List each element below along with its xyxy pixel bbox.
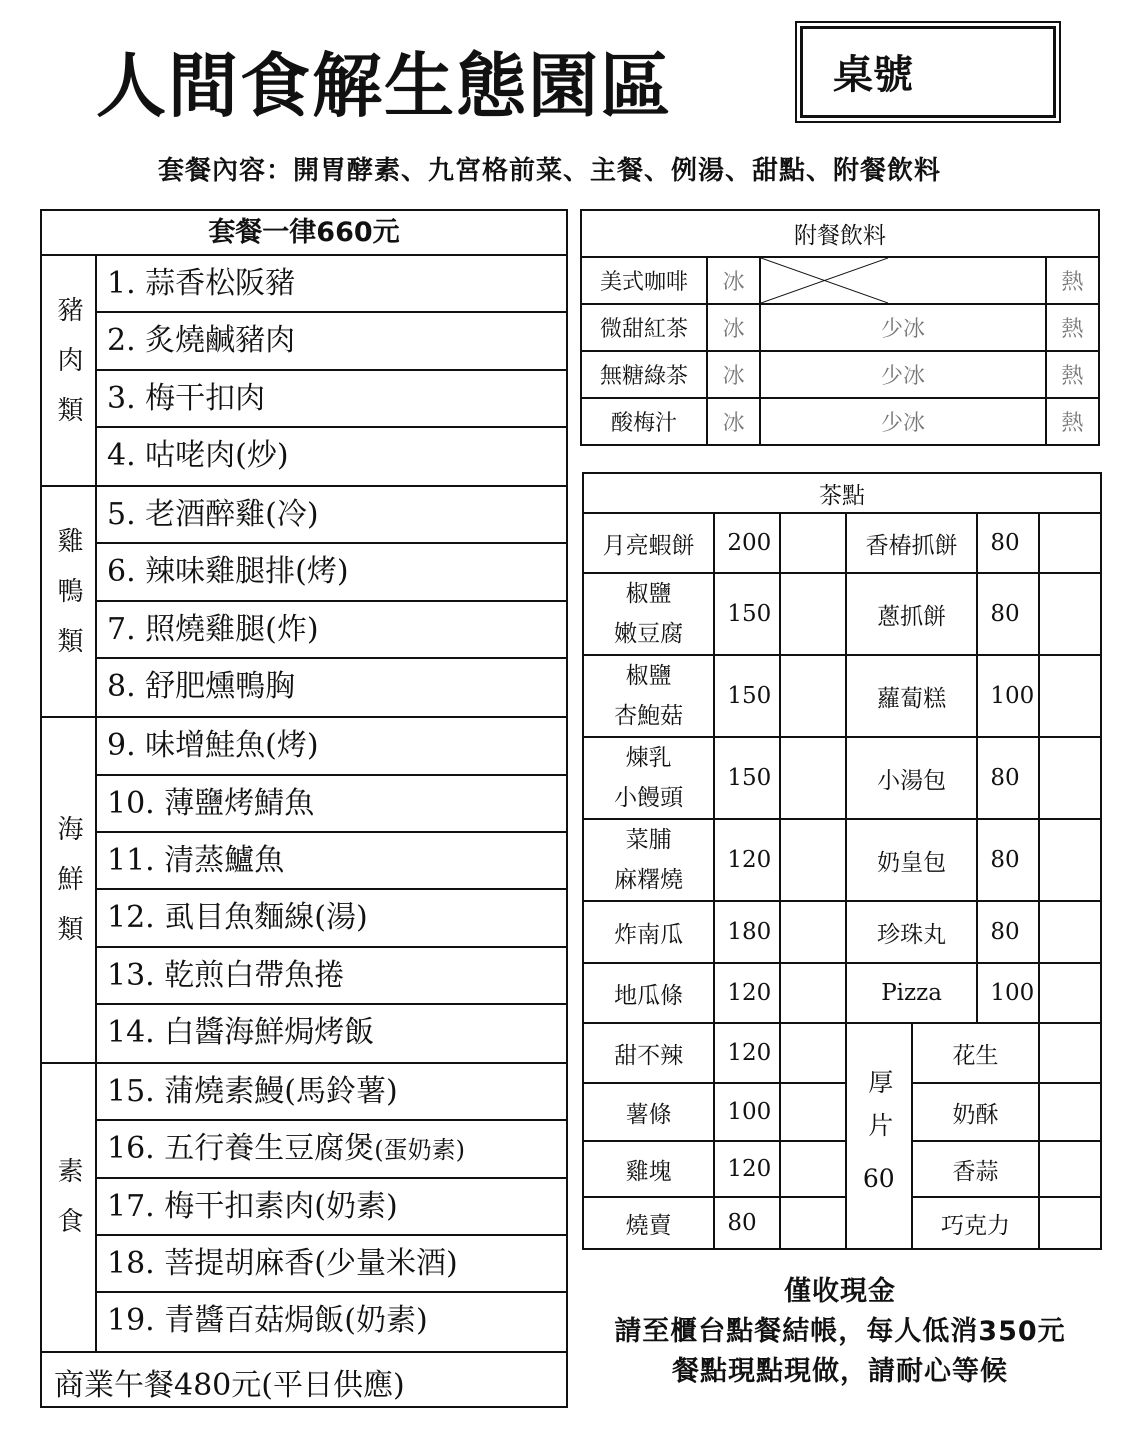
menu-item: 5. 老酒醉雞(冷) [97,487,566,544]
notes [580,1272,1100,1392]
toast-label: 厚片 60 [846,1023,912,1249]
desserts-header: 茶點 [583,473,1101,513]
menu-item: 8. 舒肥燻鴨胸 [107,669,296,705]
group-label: 雞鴨類 [42,487,97,716]
dessert-row: 菜脯 麻糬燒 120 奶皇包 80 [583,819,1101,901]
toast-flavor: 香蒜 [912,1141,1040,1197]
toast-flavor: 花生 [912,1023,1040,1083]
menu-item: 19. 青醬百菇焗飯(奶素) [107,1303,428,1339]
drinks-table [580,209,1100,446]
dessert-row: 椒鹽 嫩豆腐 150 蔥抓餅 80 [583,573,1101,655]
dessert-row: 炸南瓜 180 珍珠丸 80 [583,901,1101,963]
drinks-header: 附餐飲料 [581,210,1099,257]
restaurant-title: 人間食解生態園區 [96,45,672,127]
menu-item: 7. 照燒雞腿(炸) [97,602,566,659]
group-label: 素食 [42,1064,97,1350]
crossed-out-cell [760,257,1046,304]
set-contents: 套餐內容：開胃酵素、九宮格前菜、主餐、例湯、甜點、附餐飲料 [158,156,942,186]
menu-group-poultry [42,487,566,718]
dessert-row: 椒鹽 杏鮑菇 150 蘿蔔糕 100 [583,655,1101,737]
menu-item: 13. 乾煎白帶魚捲 [97,948,566,1005]
menu-item: 18. 菩提胡麻香(少量米酒) [97,1236,566,1293]
dessert-row: 薯條 100 奶酥 [583,1083,1101,1141]
menu-group-vegetarian [42,1064,566,1352]
dessert-row: 燒賣 80 巧克力 [583,1197,1101,1249]
dessert-row: 甜不辣 120 厚片 60 花生 [583,1023,1101,1083]
ordering-note: 請至櫃台點餐結帳，每人低消350元 [614,1316,1066,1347]
menu-item: 1. 蒜香松阪豬 [97,256,566,313]
menu-item: 9. 味增鮭魚(烤) [97,718,566,775]
group-label: 海鮮類 [42,718,97,1062]
set-meal-header: 套餐一律660元 [42,211,566,256]
toast-flavor: 奶酥 [912,1083,1040,1141]
menu-group-seafood [42,718,566,1064]
toast-flavor: 巧克力 [912,1197,1040,1249]
table-number-label: 桌號 [833,52,913,98]
group-label: 豬肉類 [42,256,97,485]
desserts-table [582,472,1102,1250]
drink-row: 酸梅汁 冰 少冰 熱 [581,398,1099,445]
menu-item: 2. 炙燒鹹豬肉 [97,313,566,370]
set-meal-menu [40,209,568,1408]
dessert-row: 月亮蝦餅 200 香椿抓餅 80 [583,513,1101,573]
table-number-box [800,26,1056,118]
menu-item: 17. 梅干扣素肉(奶素) [97,1179,566,1236]
cash-only-note: 僅收現金 [784,1276,896,1307]
dessert-row: 雞塊 120 香蒜 [583,1141,1101,1197]
menu-item: 16. 五行養生豆腐煲(蛋奶素) [97,1121,566,1178]
menu-item: 12. 虱目魚麵線(湯) [97,890,566,947]
menu-item: 3. 梅干扣肉 [97,371,566,428]
business-lunch: 商業午餐480元(平日供應) [54,1367,405,1403]
menu-item: 6. 辣味雞腿排(烤) [97,544,566,601]
menu-item: 4. 咕咾肉(炒) [107,437,289,473]
drink-row: 美式咖啡 冰 熱 [581,257,1099,304]
drink-row: 無糖綠茶 冰 少冰 熱 [581,351,1099,398]
dessert-row: 煉乳 小饅頭 150 小湯包 80 [583,737,1101,819]
menu-group-pork [42,256,566,487]
dessert-row: 地瓜條 120 Pizza 100 [583,963,1101,1023]
item-note: (蛋奶素) [374,1136,465,1165]
menu-item: 11. 清蒸鱸魚 [97,833,566,890]
menu-item: 14. 白醬海鮮焗烤飯 [107,1014,375,1050]
menu-item: 10. 薄鹽烤鯖魚 [97,776,566,833]
menu-item: 15. 蒲燒素鰻(馬鈴薯) [97,1064,566,1121]
drink-row: 微甜紅茶 冰 少冰 熱 [581,304,1099,351]
wait-note: 餐點現點現做，請耐心等候 [672,1356,1008,1387]
